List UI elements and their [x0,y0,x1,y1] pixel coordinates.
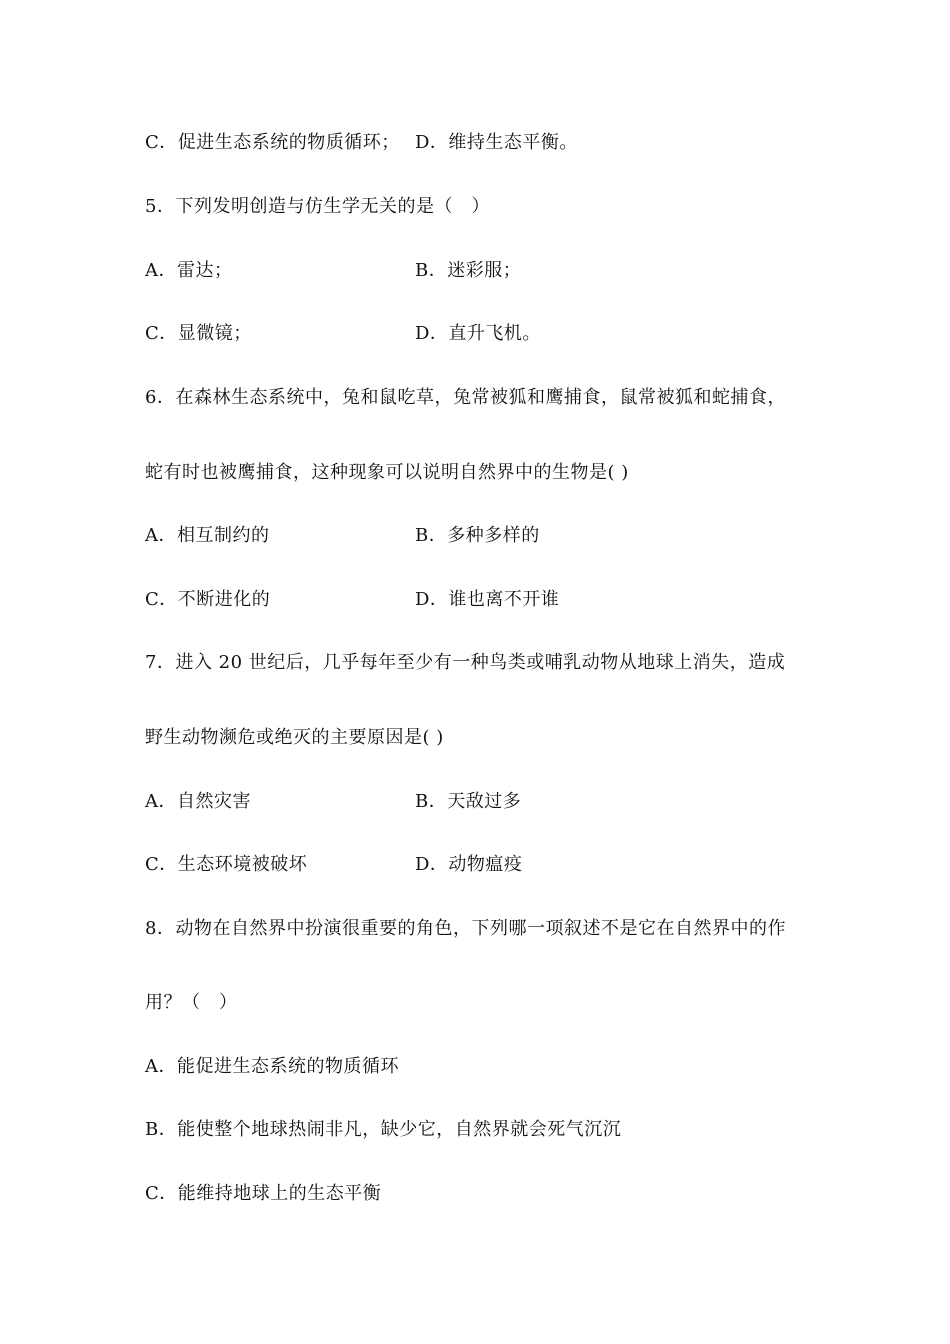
q8-option-a: A．能促进生态系统的物质循环 [145,1056,399,1077]
q5-option-b: B．迷彩服； [415,260,522,281]
q6-stem-line1: 6．在森林生态系统中，兔和鼠吃草，兔常被狐和鹰捕食，鼠常被狐和蛇捕食， [145,387,786,408]
q5-option-d: D．直升飞机。 [415,323,541,344]
q6-option-c: C．不断进化的 [145,589,271,610]
q6-option-a: A．相互制约的 [145,525,270,546]
q6-option-d: D．谁也离不开谁 [415,589,560,610]
q8-option-c: C．能维持地球上的生态平衡 [145,1183,382,1204]
q8-stem-line1: 8．动物在自然界中扮演很重要的角色，下列哪一项叙述不是它在自然界中的作 [145,918,786,939]
q6-stem-line2: 蛇有时也被鹰捕食，这种现象可以说明自然界中的生物是( ) [145,462,629,483]
q5-stem: 5．下列发明创造与仿生学无关的是（ ） [145,196,490,217]
q8-stem-line2: 用？（ ） [145,992,238,1013]
q7-option-b: B．天敌过多 [415,791,522,812]
q7-stem-line2: 野生动物濒危或绝灭的主要原因是( ) [145,727,444,748]
q4-option-c: C．促进生态系统的物质循环； [145,132,400,153]
q5-option-a: A．雷达； [145,260,233,281]
q7-option-c: C．生态环境被破坏 [145,854,308,875]
q4-option-d: D．维持生态平衡。 [415,132,578,153]
q5-option-c: C．显微镜； [145,323,252,344]
q6-option-b: B．多种多样的 [415,525,540,546]
q7-option-a: A．自然灾害 [145,791,251,812]
q7-option-d: D．动物瘟疫 [415,854,523,875]
q8-option-b: B．能使整个地球热闹非凡，缺少它，自然界就会死气沉沉 [145,1119,622,1140]
q7-stem-line1: 7．进入 20 世纪后，几乎每年至少有一种鸟类或哺乳动物从地球上消失，造成 [145,652,786,673]
